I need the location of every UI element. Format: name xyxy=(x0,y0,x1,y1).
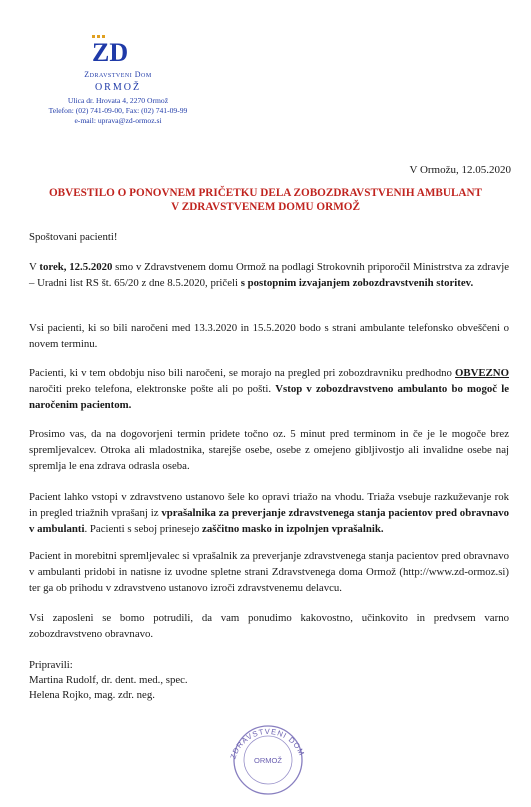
paragraph-4: Prosimo vas, da na dogovorjeni termin pridete točno oz. 5 minut pred terminom in če je le mogoče brez spremljevalcev. Otroka ali mladostnika, starejše osebe, osebe z omejeno gibljivostjo ali invalidne osebe naj spremlja le ena zdrava odrasla oseba. xyxy=(29,428,509,472)
org-name: Zdravstveni Dom xyxy=(84,70,152,79)
phone-line: Telefon: (02) 741-09-00, Fax: (02) 741-09-99 xyxy=(48,106,188,115)
title-line-1: OBVESTILO O PONOVNEM PRIČETKU DELA ZOBOZDRAVSTVENIH AMBULANT xyxy=(48,187,483,199)
signoff-label: Pripravili: xyxy=(29,659,73,671)
paragraph-2: Vsi pacienti, ki so bili naročeni med 13.3.2020 in 15.5.2020 bodo s strani ambulante telefonsko obveščeni o novem terminu. xyxy=(29,322,509,350)
signoff-name-1: Martina Rudolf, dr. dent. med., spec. xyxy=(29,674,188,686)
paragraph-7: Vsi zaposleni se bomo potrudili, da vam ponudimo kakovostno, učinkovito in predvsem varno zobozdravstveno obravnavo. xyxy=(29,612,509,640)
logo-text: ZD xyxy=(92,38,129,64)
paragraph-3: Pacienti, ki v tem obdobju niso bili naročeni, se morajo na pregled pri zobozdravniku predhodno OBVEZNO naročiti preko telefona, elektronske pošte ali po pošti. Vstop v zobozdravstveno ambulanto bo mogoč le naročenim pacientom. xyxy=(29,367,509,411)
address-line: Ulica dr. Hrovata 4, 2270 Ormož xyxy=(67,96,169,105)
letterhead-address-block xyxy=(20,96,216,126)
greeting: Spoštovani pacienti! xyxy=(29,231,118,243)
paragraph-1: V torek, 12.5.2020 smo v Zdravstvenem domu Ormož na podlagi Strokovnih priporočil Ministrstva za zdravje – Uradni list RS št. 65/20 z dne 8.5.2020, pričeli s postopnim izvajanjem zobozdravstvenih storitev. xyxy=(29,261,509,289)
zd-logo xyxy=(88,34,148,64)
stamp-center-text: ORMOŽ xyxy=(254,756,282,765)
official-stamp xyxy=(216,716,320,796)
paragraph-5: Pacient lahko vstopi v zdravstveno ustanovo šele ko opravi triažo na vhodu. Triaža vsebuje razkuževanje rok in pregled triažnih vprašanj iz vprašalnika za preverjanje zdravstvenega stanja pacientov pred obravnavo v ambulanti. Pacienti s seboj prinesejo zaščitno masko in izpolnjen vprašalnik. xyxy=(29,491,509,535)
document-date: V Ormožu, 12.05.2020 xyxy=(409,164,511,176)
email-line: e-mail: uprava@zd-ormoz.si xyxy=(74,116,162,125)
paragraph-6: Pacient in morebitni spremljevalec si vprašalnik za preverjanje zdravstvenega stanja pacientov pred obravnavo v ambulanti pridobi in natisne iz uvodne spletne strani Zdravstvenega doma Ormož (http://www.zd-ormoz.si) ter ga ob prihodu v zdravstveno ustanovo izroči zdravstvenemu delavcu. xyxy=(29,550,509,594)
signoff-name-2: Helena Rojko, mag. zdr. neg. xyxy=(29,689,155,701)
title-line-2: V ZDRAVSTVENEM DOMU ORMOŽ xyxy=(171,201,360,213)
document-title xyxy=(20,186,511,214)
signoff xyxy=(29,658,509,703)
org-town: ORMOŽ xyxy=(94,82,142,93)
stamp-ring-text: ZDRAVSTVENI DOM xyxy=(228,726,307,761)
